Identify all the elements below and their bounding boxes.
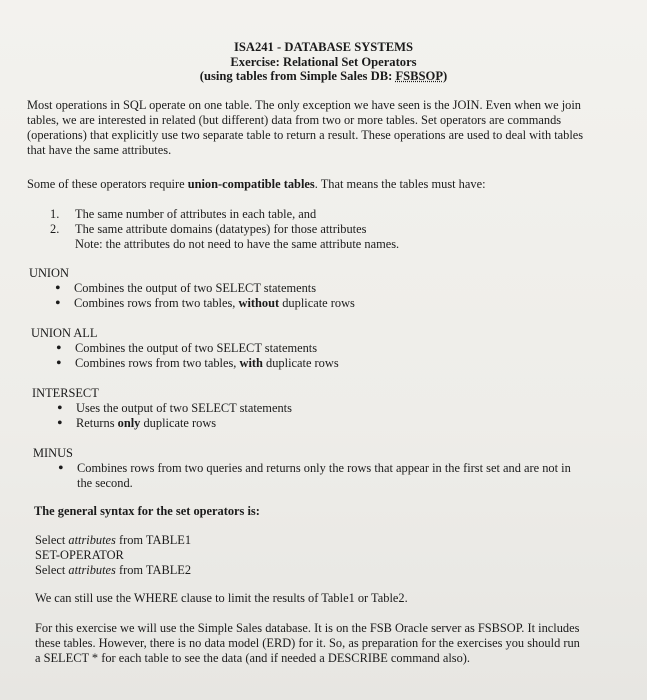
operator-name: UNION ALL — [31, 326, 98, 340]
bullet-text: Uses the output of two SELECT statements — [76, 401, 292, 415]
document-header — [0, 40, 647, 84]
bullet-text: Combines the output of two SELECT statements — [74, 281, 317, 295]
bullet-emphasis: with — [239, 356, 263, 370]
requirements-list — [50, 207, 570, 252]
requirement-note — [50, 237, 570, 252]
requirement-number: 2. — [50, 222, 60, 236]
bullet-item — [55, 416, 592, 431]
bullet-text: Combines rows from two tables, — [75, 356, 240, 370]
bullet-text-end: duplicate rows — [140, 416, 217, 430]
syntax-table: from TABLE1 — [115, 533, 192, 547]
db-name: FSBSOP — [395, 69, 444, 83]
section-union — [29, 266, 589, 311]
operator-bullets — [53, 281, 589, 311]
operator-name: MINUS — [33, 446, 73, 460]
bullet-emphasis: only — [117, 416, 141, 430]
union-compat-paragraph — [27, 177, 587, 192]
requirement-text: The same number of attributes in each table, and — [75, 207, 317, 221]
union-compat-bold: union-compatible tables — [187, 177, 315, 191]
requirement-item — [50, 207, 570, 222]
requirement-number: 1. — [50, 207, 60, 221]
operator-bullets — [56, 461, 571, 491]
bullet-item — [53, 281, 589, 296]
operator-bullets — [55, 401, 592, 431]
operator-name: UNION — [29, 266, 69, 280]
bullet-emphasis: without — [238, 296, 280, 310]
syntax-line — [35, 533, 595, 548]
requirement-note-text: Note: the attributes do not need to have the same attribute names. — [75, 237, 400, 251]
bullet-text: Combines rows from two queries and returns only the rows that appear in the first set and are not in the second. — [77, 461, 571, 490]
requirement-text: The same attribute domains (datatypes) for those attributes — [75, 222, 367, 236]
bullet-text: Returns — [76, 416, 118, 430]
union-compat-pre: Some of these operators require — [27, 177, 188, 191]
bullet-item — [53, 296, 589, 311]
syntax-keyword: Select — [35, 563, 69, 577]
syntax-line — [35, 563, 595, 578]
section-intersect — [32, 386, 592, 431]
syntax-block — [35, 533, 595, 578]
subtitle-prefix: (using tables from Simple Sales DB: — [199, 69, 396, 83]
operator-bullets — [54, 341, 591, 371]
section-union-all — [31, 326, 591, 371]
intro-paragraph: Most operations in SQL operate on one table. The only exception we have seen is the JOIN. Even when we join tables, we are interested in related (but different) data from two or more tables. Set operators are commands (operations) that explicitly use two separate table to return a result. These operations are used to deal with tables that have the same attributes. — [27, 98, 584, 157]
union-compat-post: . That means the tables must have: — [314, 177, 486, 191]
bullet-item — [56, 461, 571, 491]
where-note: We can still use the WHERE clause to limit the results of Table1 or Table2. — [35, 591, 408, 605]
syntax-placeholder: attributes — [68, 533, 116, 547]
syntax-placeholder: attributes — [68, 563, 116, 577]
syntax-heading: The general syntax for the set operators is: — [34, 504, 260, 518]
subtitle-suffix: ) — [443, 69, 448, 83]
final-paragraph: For this exercise we will use the Simple Sales database. It is on the FSB Oracle server as FSBSOP. It includes these tables. However, there is no data model (ERD) for it. So, as preparation for the exercises you should run a SELECT * for each table to see the data (and if needed a DESCRIBE command also). — [35, 621, 580, 665]
course-title: ISA241 - DATABASE SYSTEMS — [233, 40, 414, 54]
syntax-table: from TABLE2 — [115, 563, 192, 577]
bullet-text: Combines the output of two SELECT statements — [75, 341, 318, 355]
bullet-item — [54, 341, 591, 356]
operator-name: INTERSECT — [32, 386, 99, 400]
section-minus — [33, 446, 593, 491]
syntax-keyword: Select — [35, 533, 69, 547]
exercise-subtitle — [0, 69, 647, 84]
requirement-item — [50, 222, 570, 237]
bullet-item — [54, 356, 591, 371]
bullet-text-end: duplicate rows — [262, 356, 339, 370]
syntax-operator: SET-OPERATOR — [35, 548, 124, 562]
bullet-item — [55, 401, 592, 416]
exercise-title: Exercise: Relational Set Operators — [230, 54, 417, 69]
bullet-text-end: duplicate rows — [279, 296, 355, 310]
syntax-line — [35, 548, 595, 563]
bullet-text: Combines rows from two tables, — [74, 296, 239, 310]
